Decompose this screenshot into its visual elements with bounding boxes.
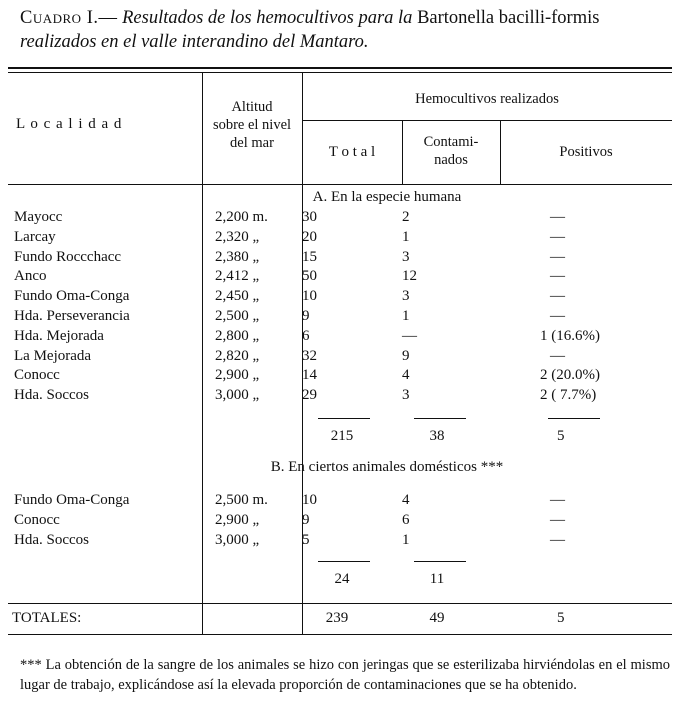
section-a-title: A. En la especie humana	[312, 189, 462, 205]
localidad-cell: Hda. Perseverancia	[14, 308, 130, 324]
positivos-cell: 2 (20.0%)	[540, 367, 600, 384]
localidad-cell: La Mejorada	[14, 347, 92, 364]
altitud-cell: 2,900 „	[215, 512, 260, 528]
caption-text-2: realizados en el valle interandino del Mantaro.	[20, 32, 369, 52]
top-rule	[8, 67, 672, 69]
altitud-cell: 2,800 „	[215, 327, 260, 344]
header-bottom-rule	[8, 184, 672, 185]
subtotal-b-rule-total	[318, 561, 370, 562]
subtotal-b-contaminados: 11	[429, 571, 445, 587]
total-cell: 29	[302, 387, 317, 404]
localidad-cell: Mayocc	[14, 209, 63, 225]
positivos-cell: —	[550, 532, 565, 548]
contaminados-cell: 1	[402, 228, 410, 245]
positivos-cell: —	[550, 248, 565, 265]
altitud-cell: 2,900 „	[215, 367, 260, 384]
header-altitud-line-1: Altitud	[231, 99, 273, 115]
positivos-cell: —	[550, 308, 565, 324]
contaminados-cell: 12	[402, 268, 417, 285]
altitud-cell: 2,380 „	[215, 248, 260, 265]
altitud-cell: 2,412 „	[215, 268, 260, 285]
altitud-cell: 2,200 m.	[215, 209, 268, 225]
table-caption	[20, 6, 670, 54]
contaminados-cell: 3	[402, 248, 410, 265]
altitud-cell: 2,820 „	[215, 347, 260, 364]
localidad-cell: Hda. Soccos	[14, 532, 89, 548]
header-contaminados-line-2: nados	[434, 152, 468, 168]
total-cell: 10	[302, 288, 317, 305]
contaminados-cell: 4	[402, 492, 410, 508]
totales-bottom-rule	[8, 634, 672, 635]
total-cell: 5	[302, 532, 310, 548]
contaminados-cell: 9	[402, 347, 410, 364]
subtotal-a-rule-positivos	[548, 418, 600, 419]
altitud-cell: 2,320 „	[215, 228, 260, 245]
header-altitud	[202, 98, 302, 152]
total-cell: 32	[302, 347, 317, 364]
total-cell: 20	[302, 228, 317, 245]
localidad-cell: Hda. Soccos	[14, 387, 89, 404]
altitud-cell: 3,000 „	[215, 387, 260, 404]
contaminados-cell: 1	[402, 532, 410, 548]
caption-label: Cuadro I.—	[20, 8, 118, 28]
header-positivos: Positivos	[559, 144, 613, 160]
localidad-cell: Fundo Oma-Conga	[14, 288, 130, 305]
altitud-cell: 3,000 „	[215, 532, 260, 548]
positivos-cell: —	[550, 512, 565, 528]
header-altitud-line-2: sobre el nivel	[212, 117, 292, 133]
totales-label: TOTALES:	[12, 610, 82, 626]
localidad-cell: Fundo Oma-Conga	[14, 492, 130, 508]
total-cell: 10	[302, 492, 317, 508]
caption-organism: Bartonella bacilli-formis	[417, 8, 600, 28]
total-cell: 9	[302, 512, 310, 528]
totales-top-rule	[8, 603, 672, 604]
positivos-cell: —	[550, 228, 565, 245]
altitud-cell: 2,500 m.	[215, 492, 268, 508]
contaminados-cell: 6	[402, 512, 410, 528]
subtotal-a-rule-total	[318, 418, 370, 419]
header-sub-rule	[302, 120, 672, 121]
positivos-cell: —	[550, 492, 565, 508]
header-contaminados-line-1: Contami-	[423, 134, 479, 150]
total-cell: 14	[302, 367, 317, 384]
positivos-cell: —	[550, 347, 565, 364]
section-b-title: B. En ciertos animales domésticos ***	[270, 459, 504, 475]
subtotal-b-rule-contaminados	[414, 561, 466, 562]
header-localidad: L o c a l i d a d	[16, 116, 123, 132]
footnote: *** La obtención de la sangre de los animales se hizo con jeringas que se esterilizaba hirviéndolas en el mismo lugar de trabajo, explicándose así la elevada proporción de contaminaciones que se ha obtenido.	[20, 657, 670, 693]
subtotal-a-total: 215	[330, 428, 354, 444]
altitud-cell: 2,450 „	[215, 288, 260, 305]
header-total: T o t a l	[328, 144, 376, 160]
localidad-cell: Hda. Mejorada	[14, 327, 104, 344]
subtotal-a-positivos: 5	[557, 428, 565, 444]
caption-text-1: Resultados de los hemocultivos para la	[122, 8, 413, 28]
localidad-cell: Anco	[14, 268, 47, 285]
localidad-cell: Conocc	[14, 367, 60, 384]
total-cell: 6	[302, 327, 310, 344]
contaminados-cell: 2	[402, 209, 410, 225]
altitud-cell: 2,500 „	[215, 308, 260, 324]
localidad-cell: Conocc	[14, 512, 60, 528]
header-hemocultivos: Hemocultivos realizados	[415, 91, 559, 107]
positivos-cell: —	[550, 209, 565, 225]
contaminados-cell: 1	[402, 308, 410, 324]
contaminados-cell: 4	[402, 367, 410, 384]
positivos-cell: —	[550, 268, 565, 285]
contaminados-cell: 3	[402, 387, 410, 404]
contaminados-cell: 3	[402, 288, 410, 305]
positivos-cell: 1 (16.6%)	[540, 327, 600, 344]
header-altitud-line-3: del mar	[230, 135, 274, 151]
totales-total: 239	[325, 610, 349, 626]
totales-contaminados: 49	[429, 610, 445, 626]
contaminados-cell: —	[402, 327, 417, 344]
total-cell: 30	[302, 209, 317, 225]
localidad-cell: Larcay	[14, 228, 56, 245]
total-cell: 50	[302, 268, 317, 285]
subtotal-b-total: 24	[334, 571, 350, 587]
localidad-cell: Fundo Roccchacc	[14, 248, 122, 265]
total-cell: 15	[302, 248, 317, 265]
subtotal-a-contaminados: 38	[429, 428, 445, 444]
header-contaminados	[402, 133, 500, 169]
positivos-cell: —	[550, 288, 565, 305]
total-cell: 9	[302, 308, 310, 324]
positivos-cell: 2 ( 7.7%)	[540, 387, 597, 404]
subtotal-a-rule-contaminados	[414, 418, 466, 419]
totales-positivos: 5	[557, 610, 565, 626]
top-rule-thin	[8, 72, 672, 73]
col-rule-1	[202, 73, 203, 635]
